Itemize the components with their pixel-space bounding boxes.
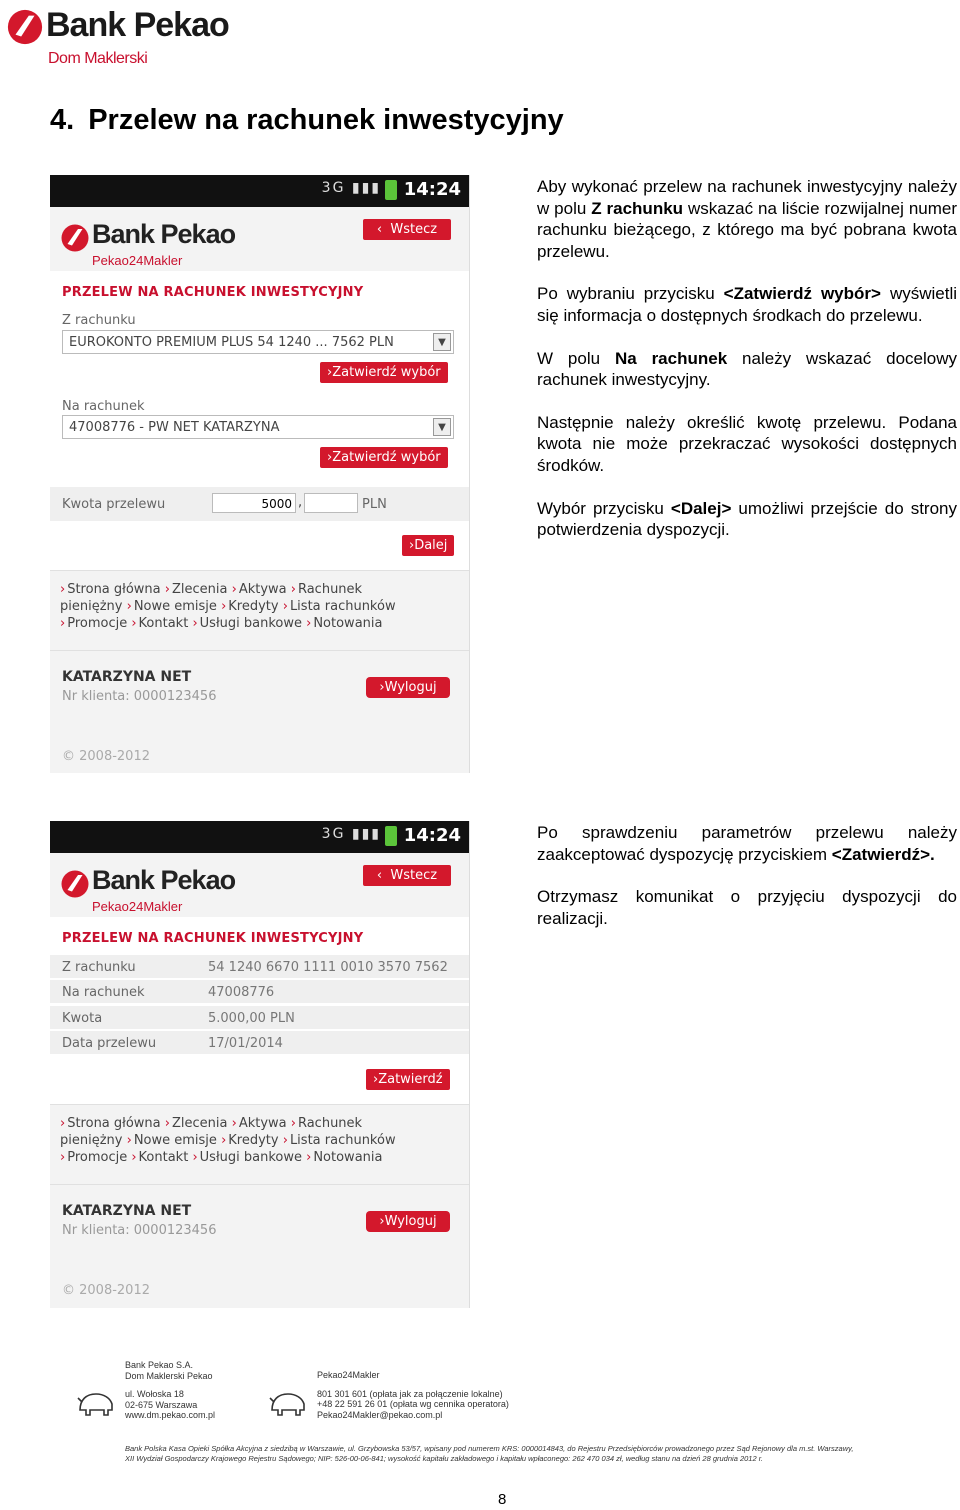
- nav-link[interactable]: › Kontakt: [131, 616, 189, 631]
- legal-line: Bank Polska Kasa Opieki Spółka Akcyjna z siedzibą w Warszawie, ul. Grzybowska 53/57, wpisany pod numerem KRS: 0000014843, do Rejestru Przedsiębiorców prowadzonego przez Sąd Rejonowy dla m.st. Warszawy,: [125, 1444, 854, 1453]
- copyright: © 2008-2012: [62, 1283, 150, 1298]
- nav-link-continued[interactable]: pieniężny: [60, 1133, 123, 1148]
- nav-link[interactable]: › Nowe emisje: [126, 1133, 217, 1148]
- phone-screenshot-transfer-confirmation: [50, 821, 470, 1308]
- from-account-label: Z rachunku: [62, 313, 136, 328]
- user-area: [50, 650, 470, 773]
- logo-sub-text: Dom Maklerski: [48, 50, 148, 67]
- page-number: 8: [498, 1491, 507, 1508]
- logout-label: Wyloguj: [384, 1214, 437, 1229]
- nav-link[interactable]: › Rachunek: [290, 1116, 363, 1131]
- summary-value: 47008776: [208, 985, 275, 1000]
- desc-paragraph: Otrzymasz komunikat o przyjęciu dyspozycji do realizacji.: [537, 887, 957, 928]
- footer-email[interactable]: Pekao24Makler@pekao.com.pl: [317, 1409, 443, 1420]
- nav-link[interactable]: › Aktywa: [231, 582, 287, 597]
- form-title: PRZELEW NA RACHUNEK INWESTYCYJNY: [62, 285, 364, 300]
- summary-key: Na rachunek: [62, 985, 145, 1000]
- description-block-2: [537, 822, 957, 950]
- amount-input[interactable]: 5000: [212, 493, 296, 513]
- nav-link[interactable]: › Kredyty: [221, 1133, 279, 1148]
- signal-icon: 3G ▮▮▮: [321, 180, 381, 196]
- client-number: Nr klienta: 0000123456: [62, 689, 217, 704]
- legal-line: XII Wydział Gospodarczy Krajowego Rejestru Sądowego; NIP: 526-00-06-841; wysokość kapitału zakładowego i kapitału wpłaconego: 262 470 034 zł, według stanu na dzień 28 grudnia 2012 r.: [125, 1454, 764, 1463]
- form-title: PRZELEW NA RACHUNEK INWESTYCYJNY: [62, 931, 364, 946]
- phone-screenshot-transfer-form: [50, 175, 470, 773]
- legal-notice: [125, 1444, 925, 1464]
- signal-icon: 3G ▮▮▮: [321, 826, 381, 842]
- nav-link[interactable]: › Rachunek: [290, 582, 363, 597]
- footer-contact: [317, 1370, 509, 1420]
- description-block-1: [537, 176, 957, 562]
- battery-icon: [385, 180, 397, 200]
- next-button[interactable]: ›Dalej: [402, 535, 454, 556]
- nav-link[interactable]: › Usługi bankowe: [192, 1150, 302, 1165]
- nav-line-2: [60, 1132, 460, 1149]
- confirm-selection-button-2[interactable]: ›Zatwierdź wybór: [320, 447, 448, 468]
- logout-label: Wyloguj: [384, 680, 437, 695]
- nav-links: [50, 1104, 470, 1184]
- desc-paragraph: Wybór przycisku <Dalej> umożliwi przejście do strony potwierdzenia dyspozycji.: [537, 498, 957, 540]
- nav-link[interactable]: › Promocje: [60, 616, 128, 631]
- section-title: Przelew na rachunek inwestycyjny: [88, 104, 564, 136]
- back-button[interactable]: ‹ Wstecz: [363, 219, 451, 240]
- confirm-selection-label-1: Zatwierdź wybór: [332, 365, 441, 380]
- dropdown-arrow-icon: ▼: [433, 333, 451, 351]
- from-account-select[interactable]: [62, 330, 454, 354]
- footer-address: [125, 1360, 215, 1421]
- status-bar: [50, 175, 469, 207]
- nav-link[interactable]: › Lista rachunków: [282, 1133, 396, 1148]
- logo-brand-text: Bank Pekao: [46, 6, 229, 44]
- to-account-select[interactable]: [62, 415, 454, 439]
- footer-line: Bank Pekao S.A.: [125, 1360, 194, 1370]
- nav-link[interactable]: › Kontakt: [131, 1150, 189, 1165]
- client-number: Nr klienta: 0000123456: [62, 1223, 217, 1238]
- desc-paragraph: W polu Na rachunek należy wskazać docelowy rachunek inwestycyjny.: [537, 348, 957, 390]
- back-button[interactable]: ‹ Wstecz: [363, 865, 451, 886]
- summary-value: 5.000,00 PLN: [208, 1011, 295, 1026]
- footer-line: 801 301 601 (opłata jak za połączenie lokalne): [317, 1388, 503, 1399]
- nav-line-3: [60, 615, 460, 632]
- bison-logo-icon: [268, 1388, 308, 1418]
- footer-line: Pekao24Makler: [317, 1370, 380, 1380]
- logout-button[interactable]: ›Wyloguj: [366, 677, 450, 698]
- summary-key: Kwota: [62, 1011, 103, 1026]
- summary-row: [50, 955, 470, 979]
- battery-icon: [385, 826, 397, 846]
- confirm-selection-label-2: Zatwierdź wybór: [332, 450, 441, 465]
- back-button-label: Wstecz: [390, 868, 438, 883]
- footer-line: ul. Wołoska 18: [125, 1389, 184, 1399]
- nav-link[interactable]: › Aktywa: [231, 1116, 287, 1131]
- nav-link[interactable]: › Usługi bankowe: [192, 616, 302, 631]
- status-time: 14:24: [403, 825, 461, 846]
- amount-decimal-input[interactable]: [304, 493, 358, 513]
- nav-link[interactable]: › Notowania: [306, 1150, 383, 1165]
- nav-link[interactable]: › Notowania: [306, 616, 383, 631]
- app-sub: Pekao24Makler: [92, 899, 183, 914]
- status-bar: [50, 821, 469, 853]
- nav-link[interactable]: › Lista rachunków: [282, 599, 396, 614]
- amount-currency: PLN: [362, 497, 387, 512]
- confirm-button-label: Zatwierdź: [378, 1072, 443, 1087]
- summary-row: [50, 980, 470, 1004]
- next-button-label: Dalej: [414, 538, 448, 553]
- amount-row: [50, 487, 470, 521]
- pekao-logo-mark-icon: [60, 869, 90, 899]
- summary-value: 17/01/2014: [208, 1036, 283, 1051]
- section-heading: [50, 104, 564, 137]
- footer-line: www.dm.pekao.com.pl: [125, 1410, 216, 1420]
- user-name: KATARZYNA NET: [62, 669, 192, 685]
- dropdown-arrow-icon: ▼: [433, 418, 451, 436]
- desc-paragraph: Po wybraniu przycisku <Zatwierdź wybór> wyświetli się informacja o dostępnych środkach do przelewu.: [537, 284, 958, 325]
- desc-paragraph: Aby wykonać przelew na rachunek inwestycyjny należy w polu Z rachunku wskazać na liście rozwijalnej numer rachunku bieżącego, z którego ma być pobrana kwota przelewu.: [537, 177, 958, 261]
- to-account-label: Na rachunek: [62, 399, 145, 414]
- summary-row: [50, 1031, 470, 1055]
- app-header: [50, 853, 469, 917]
- nav-link-continued[interactable]: pieniężny: [60, 599, 123, 614]
- nav-link[interactable]: › Promocje: [60, 1150, 128, 1165]
- pekao-logo-mark-icon: [60, 223, 90, 253]
- logout-button[interactable]: ›Wyloguj: [366, 1211, 450, 1232]
- amount-separator: ,: [298, 495, 303, 510]
- footer-line: +48 22 591 26 01 (opłata wg cennika operatora): [317, 1399, 509, 1409]
- copyright: © 2008-2012: [62, 749, 150, 764]
- bank-pekao-logo: [6, 6, 246, 68]
- amount-label: Kwota przelewu: [62, 497, 166, 512]
- nav-link[interactable]: › Kredyty: [221, 599, 279, 614]
- summary-key: Data przelewu: [62, 1036, 157, 1051]
- confirm-selection-button-1[interactable]: ›Zatwierdź wybór: [320, 362, 448, 383]
- back-button-label: Wstecz: [390, 222, 438, 237]
- summary-value: 54 1240 6670 1111 0010 3570 7562: [208, 960, 448, 975]
- summary-key: Z rachunku: [62, 960, 136, 975]
- footer-line: 02-675 Warszawa: [125, 1399, 198, 1410]
- app-header: [50, 207, 469, 271]
- app-brand: Bank Pekao: [92, 219, 236, 249]
- status-time: 14:24: [403, 179, 461, 200]
- nav-links: [50, 570, 470, 650]
- nav-line-3: [60, 1149, 460, 1166]
- nav-link[interactable]: › Zlecenia: [164, 582, 228, 597]
- nav-link[interactable]: › Strona główna: [60, 1116, 161, 1131]
- desc-paragraph: Następnie należy określić kwotę przelewu. Podana kwota nie może przekraczać wysokości dostępnych środków.: [537, 412, 957, 475]
- footer-line: Dom Maklerski Pekao: [125, 1370, 213, 1381]
- summary-row: [50, 1006, 470, 1030]
- user-area: [50, 1184, 470, 1308]
- desc-paragraph: Po sprawdzeniu parametrów przelewu należy zaakceptować dyspozycję przyciskiem <Zatwierdź>.: [537, 823, 957, 864]
- nav-link[interactable]: › Zlecenia: [164, 1116, 228, 1131]
- from-account-value: EUROKONTO PREMIUM PLUS 54 1240 ... 7562 PLN: [69, 335, 394, 350]
- app-brand: Bank Pekao: [92, 865, 236, 895]
- confirm-button[interactable]: ›Zatwierdź: [366, 1069, 450, 1090]
- bison-logo-icon: [76, 1388, 116, 1418]
- to-account-value: 47008776 - PW NET KATARZYNA: [69, 420, 280, 435]
- nav-line-1: [60, 1115, 460, 1132]
- nav-line-1: [60, 581, 460, 598]
- nav-line-2: [60, 598, 460, 615]
- user-name: KATARZYNA NET: [62, 1203, 192, 1219]
- app-sub: Pekao24Makler: [92, 253, 183, 268]
- nav-link[interactable]: › Strona główna: [60, 582, 161, 597]
- section-number: 4.: [50, 104, 75, 136]
- nav-link[interactable]: › Nowe emisje: [126, 599, 217, 614]
- pekao-logo-mark-icon: [6, 8, 44, 46]
